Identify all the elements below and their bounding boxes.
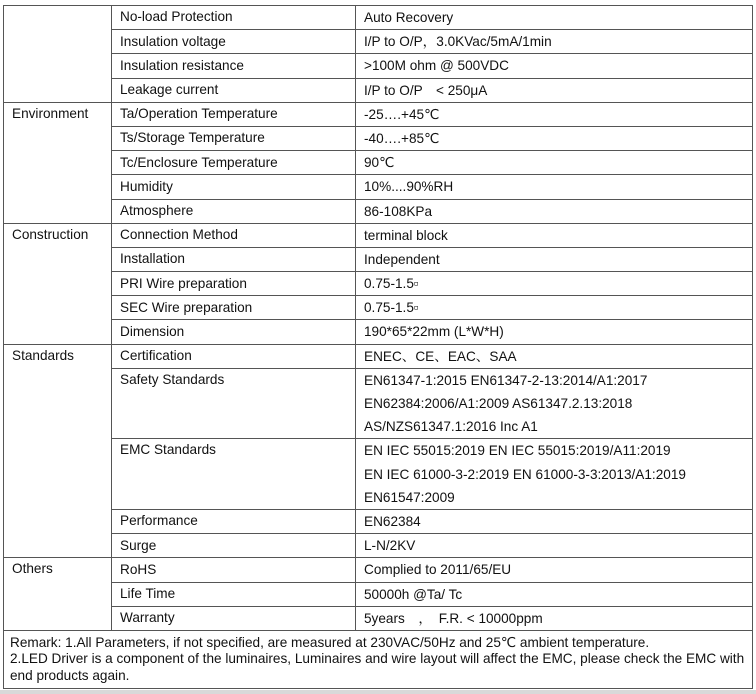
category-environment: Environment (4, 102, 112, 223)
spec-table (3, 5, 753, 689)
param-value: -25….+45℃ (356, 102, 753, 126)
param-value: -40….+85℃ (356, 126, 753, 150)
param-value: 190*65*22mm (L*W*H) (356, 320, 753, 344)
remark-line-1: Remark: 1.All Parameters, if not specified, are measured at 230VAC/50Hz and 25℃ ambient temperature. (10, 634, 650, 650)
table-row (4, 247, 753, 271)
category-standards: Standards (4, 344, 112, 558)
param-value: 50000h @Ta/ Tc (356, 582, 753, 606)
param-value: 0.75-1.5▫ (356, 272, 753, 296)
param-label: Warranty (112, 606, 356, 630)
table-row (4, 78, 753, 102)
table-row (4, 582, 753, 606)
table-row (4, 558, 753, 582)
table-row (4, 102, 753, 126)
remark-line-2: 2.LED Driver is a component of the luminaires, Luminaires and wire layout will affect the EMC, please check the EMC with end products again. (10, 651, 745, 683)
param-label: Certification (112, 344, 356, 368)
param-label: RoHS (112, 558, 356, 582)
param-label: PRI Wire preparation (112, 272, 356, 296)
table-row (4, 151, 753, 175)
param-value: I/P to O/P < 250μA (356, 78, 753, 102)
param-value: 10%....90%RH (356, 175, 753, 199)
param-value: 0.75-1.5▫ (356, 296, 753, 320)
table-row (4, 223, 753, 247)
table-row (4, 6, 753, 30)
param-label: Life Time (112, 582, 356, 606)
remark-row (4, 630, 753, 688)
param-label: Connection Method (112, 223, 356, 247)
param-label: Installation (112, 247, 356, 271)
param-value: Complied to 2011/65/EU (356, 558, 753, 582)
remark-cell (4, 630, 753, 688)
param-label: Ts/Storage Temperature (112, 126, 356, 150)
table-row (4, 344, 753, 368)
param-label: Ta/Operation Temperature (112, 102, 356, 126)
table-row (4, 175, 753, 199)
param-label: Insulation resistance (112, 54, 356, 78)
bottom-divider (0, 690, 756, 694)
param-label: Leakage current (112, 78, 356, 102)
table-row (4, 199, 753, 223)
param-value: Auto Recovery (356, 6, 753, 30)
param-label: Surge (112, 534, 356, 558)
param-label: Insulation voltage (112, 30, 356, 54)
category-construction: Construction (4, 223, 112, 344)
param-value: terminal block (356, 223, 753, 247)
table-row (4, 368, 753, 439)
param-label: Atmosphere (112, 199, 356, 223)
param-label: EMC Standards (112, 439, 356, 510)
param-value: ENEC、CE、EAC、SAA (356, 344, 753, 368)
category-others: Others (4, 558, 112, 631)
table-row (4, 296, 753, 320)
param-value: L-N/2KV (356, 534, 753, 558)
param-value: >100M ohm @ 500VDC (356, 54, 753, 78)
param-value: EN62384 (356, 509, 753, 533)
param-label: Safety Standards (112, 368, 356, 439)
table-row (4, 126, 753, 150)
param-value: Independent (356, 247, 753, 271)
table-row (4, 439, 753, 510)
table-row (4, 606, 753, 630)
table-row (4, 54, 753, 78)
param-value: 86-108KPa (356, 199, 753, 223)
param-label: Humidity (112, 175, 356, 199)
table-row (4, 320, 753, 344)
param-value: EN61347-1:2015 EN61347-2-13:2014/A1:2017 EN62384:2006/A1:2009 AS61347.2.13:2018 AS/NZS61347.1:2016 Inc A1 (356, 368, 753, 439)
param-value: EN IEC 55015:2019 EN IEC 55015:2019/A11:2019 EN IEC 61000-3-2:2019 EN 61000-3-3:2013/A1:2019 EN61547:2009 (356, 439, 753, 510)
table-row (4, 534, 753, 558)
param-label: Performance (112, 509, 356, 533)
param-label: Tc/Enclosure Temperature (112, 151, 356, 175)
param-label: SEC Wire preparation (112, 296, 356, 320)
table-row (4, 509, 753, 533)
category-cell-protection (4, 6, 112, 103)
table-row (4, 30, 753, 54)
param-label: No-load Protection (112, 6, 356, 30)
table-row (4, 272, 753, 296)
param-label: Dimension (112, 320, 356, 344)
param-value: 5years ， F.R. < 10000ppm (356, 606, 753, 630)
param-value: 90℃ (356, 151, 753, 175)
param-value: I/P to O/P，3.0KVac/5mA/1min (356, 30, 753, 54)
